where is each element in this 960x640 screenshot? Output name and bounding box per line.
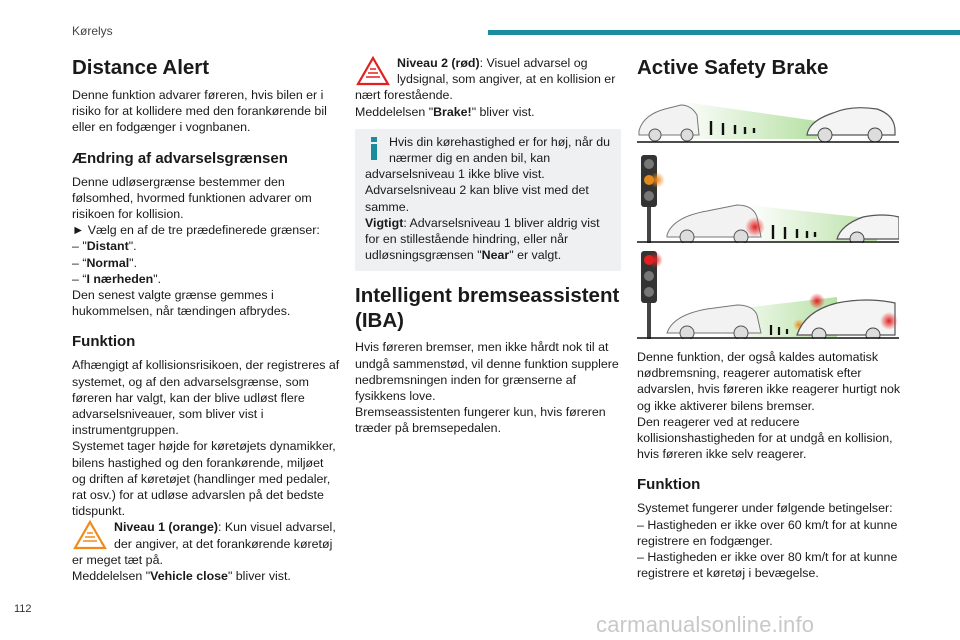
title-iba: Intelligent bremseassistent (IBA) [355,284,620,333]
saved-note: Den senest valgte grænse gemmes i hukommelsen, når tændingen afbrydes. [72,288,291,319]
conditions-intro: Systemet fungerer under følgende betingelser: [637,501,893,516]
option-near: – “I nærheden". [72,271,162,286]
column-distance-alert [72,55,340,584]
function-text: Afhængigt af kollisionsrisikoen, der registreres af systemet, og af den advarselsgrænse, som føreren har valgt, kan der blive udløst flere advarselsniveauer, som bliver vist i instrumentgruppen. [72,358,340,438]
change-line: risikoen for kollision. [72,207,184,222]
heading-function: Funktion [72,333,136,351]
info-icon [369,137,379,163]
level2-text: Niveau 2 (rød): Visuel advarsel og lydsignal, som angiver, at en kollision er nært forestående. Meddelelsen "Brake!" bliver vist. [355,56,616,119]
change-line: Denne udløsergrænse bestemmer den [72,174,285,189]
heading-function-asb: Funktion [637,476,701,494]
iba-text-2: Bremseassistenten fungerer kun, hvis føreren træder på bremsepedalen. [355,405,606,436]
change-text [72,174,340,320]
change-line: følsomhed, hvormed funktionen advarer om [72,190,312,205]
function-text-2: Systemet tager højde for køretøjets dynamikker, bilens hastighed og den forankørende, miljøet og driften af køretøjet (handlinger med pedaler, rat osv.) for at udløse advarslen på det bedste tidspunkt. [72,439,336,519]
iba-text: Hvis føreren bremser, men ikke hårdt nok til at undgå sammenstød, vil denne funktion supplere nedbremsningen inden for grænserne af fysikkens love. [355,340,619,404]
choose-instruction: ► Vælg en af de tre prædefinerede grænser: [72,223,320,238]
level1-text: Niveau 1 (orange): Kun visuel advarsel, der angiver, at det forankørende køretøj er meget tæt på. Meddelelsen "Vehicle close" bliver vist. [72,520,336,584]
illustration-orange-alert-scene [637,155,899,243]
watermark: carmanualsonline.info [596,612,815,637]
red-warning-icon [355,55,391,87]
column-active-safety-brake [637,55,902,581]
info-box [355,129,621,272]
option-distant: – "Distant". [72,239,137,254]
condition-vehicle: – Hastigheden er ikke over 80 km/t for at kunne registrere et køretøj i bevægelse. [637,550,898,581]
title-distance-alert: Distance Alert [72,56,210,79]
header-section-title: Kørelys [72,24,113,38]
asb-description-2: Den reagerer ved at reducere kollisionshastigheden for at undgå en kollision, hvis føreren ikke selv reagerer. [637,414,893,462]
illustration-red-brake-scene [637,251,899,339]
option-normal: – “Normal". [72,255,138,270]
orange-warning-icon [72,519,108,551]
asb-description: Denne funktion, der også kaldes automatisk nødbremsning, reagerer automatisk efter advarslen, hvis føreren ikke reagerer hurtigt nok og ikke aktiverer bilens bremser. [637,350,901,413]
level1-block [72,519,340,584]
page-number: 112 [14,603,32,615]
heading-change-threshold: Ændring af advarselsgrænsen [72,149,288,167]
condition-pedestrian: – Hastigheden er ikke over 60 km/t for at kunne registrere en fodgænger. [637,517,898,548]
level2-block [355,55,621,120]
intro-text: Denne funktion advarer føreren, hvis bilen er i risiko for at kollidere med den forankørende bil eller en fodgænger i vognbanen. [72,88,327,135]
illustration-distance-scene [637,91,899,143]
info-text: Hvis din kørehastighed er for høj, når du nærmer dig en anden bil, kan advarselsniveau 1 ikke blive vist. Advarselsniveau 2 kan blive vist med det samme. Vigtigt: Advarselsniveau 1 bliver aldrig vist for en stillestående hindring, eller når udløsningsgrænsen "Near" er valgt. [365,134,611,263]
header-accent-bar [488,30,960,35]
title-active-safety-brake: Active Safety Brake [637,56,829,79]
column-iba [355,55,621,437]
